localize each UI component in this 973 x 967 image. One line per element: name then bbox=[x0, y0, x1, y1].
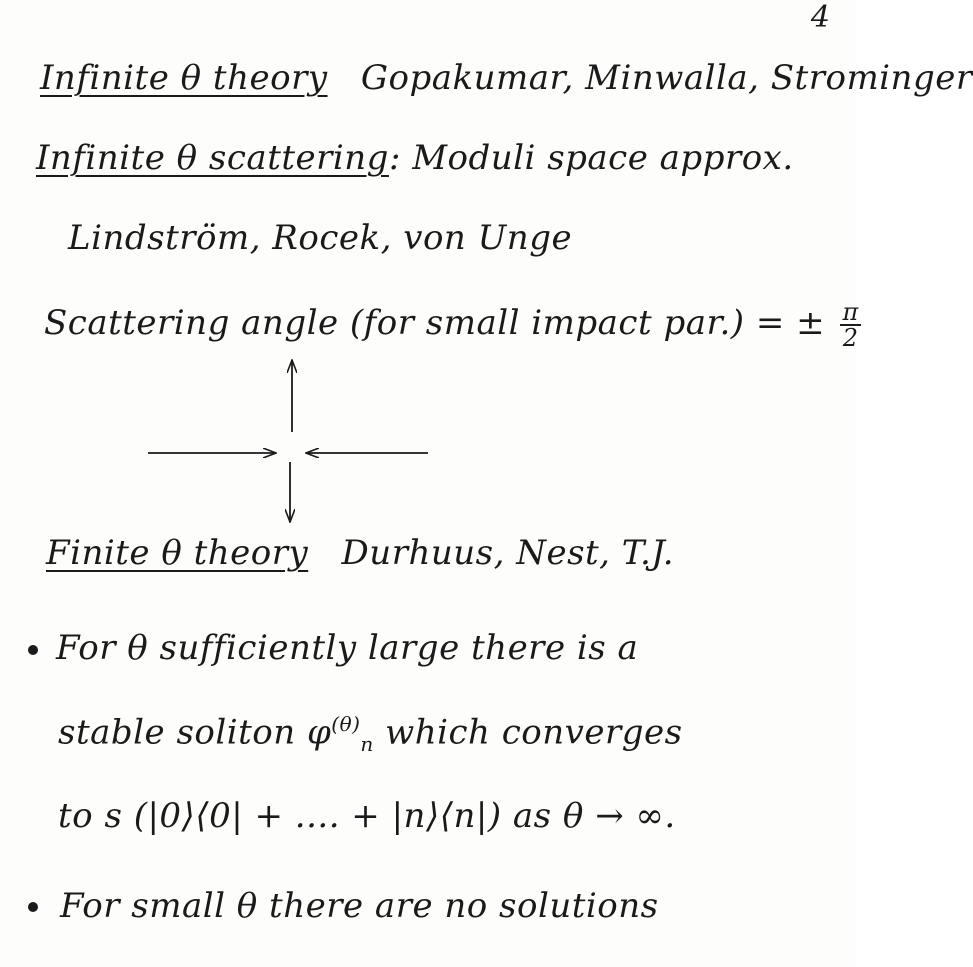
bullet1-line2 bbox=[58, 712, 683, 756]
bullet2-line1: For small θ there are no solutions bbox=[60, 886, 659, 926]
bullet-point bbox=[28, 645, 38, 655]
soliton-text: stable soliton φ bbox=[58, 712, 332, 753]
soliton-subscript: n bbox=[360, 732, 374, 757]
author-list: Gopakumar, Minwalla, Strominger bbox=[360, 58, 973, 98]
section-heading: Infinite θ scattering bbox=[36, 138, 389, 178]
section-heading: Finite θ theory bbox=[46, 533, 309, 573]
author-list: Durhuus, Nest, T.J. bbox=[341, 533, 675, 573]
author-list: Lindström, Rocek, von Unge bbox=[68, 218, 573, 258]
converges-text: which converges bbox=[373, 712, 683, 753]
bullet1-line3: to s (|0⟩⟨0| + .... + |n⟩⟨n|) as θ → ∞. bbox=[58, 796, 676, 836]
fraction-numerator: π bbox=[842, 298, 859, 326]
section-description: : Moduli space approx. bbox=[388, 138, 794, 178]
fraction-denominator: 2 bbox=[842, 324, 859, 352]
page-number: 4 bbox=[810, 0, 830, 35]
soliton-superscript: (θ) bbox=[331, 712, 361, 736]
bullet1-line1: For θ sufficiently large there is a bbox=[56, 628, 639, 668]
section-heading: Infinite θ theory bbox=[40, 58, 328, 98]
section-finite-theory bbox=[46, 533, 674, 573]
bullet-point bbox=[28, 902, 38, 912]
scattering-angle-text: Scattering angle (for small impact par.) = ± bbox=[44, 303, 826, 343]
